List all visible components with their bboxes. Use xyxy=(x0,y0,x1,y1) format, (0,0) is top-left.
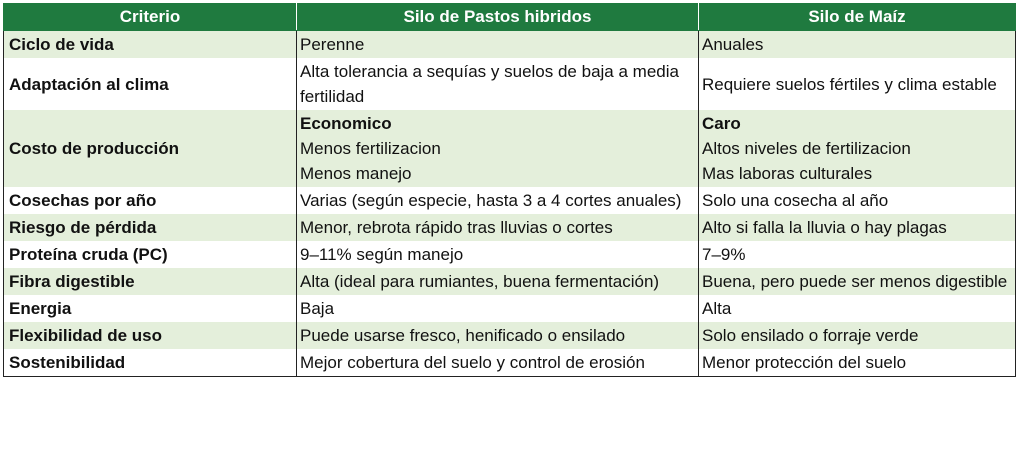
pastos-cell: Menor, rebrota rápido tras lluvias o cortes xyxy=(297,214,699,241)
pastos-cell xyxy=(297,110,699,187)
maiz-cost-detail: Altos niveles de fertilizacion xyxy=(702,139,911,158)
criterion-cell: Riesgo de pérdida xyxy=(4,214,297,241)
comparison-table xyxy=(3,3,1016,377)
table-row xyxy=(4,349,1016,377)
header-silo-pastos: Silo de Pastos hibridos xyxy=(297,4,699,31)
comparison-table-wrapper xyxy=(3,3,1016,377)
table-row xyxy=(4,214,1016,241)
maiz-cell: 7–9% xyxy=(699,241,1016,268)
pastos-cell: Puede usarse fresco, henificado o ensilado xyxy=(297,322,699,349)
table-row xyxy=(4,322,1016,349)
pastos-cell: Mejor cobertura del suelo y control de erosión xyxy=(297,349,699,377)
table-row xyxy=(4,58,1016,110)
table-row xyxy=(4,187,1016,214)
criterion-cell: Flexibilidad de uso xyxy=(4,322,297,349)
pastos-cost-detail: Menos manejo xyxy=(300,164,412,183)
table-row xyxy=(4,295,1016,322)
pastos-cell: Varias (según especie, hasta 3 a 4 cortes anuales) xyxy=(297,187,699,214)
criterion-cell: Fibra digestible xyxy=(4,268,297,295)
table-row xyxy=(4,110,1016,187)
pastos-cell: Baja xyxy=(297,295,699,322)
maiz-cell: Buena, pero puede ser menos digestible xyxy=(699,268,1016,295)
maiz-cell: Menor protección del suelo xyxy=(699,349,1016,377)
table-row xyxy=(4,31,1016,59)
maiz-cost-summary: Caro xyxy=(702,114,741,133)
maiz-cell: Alto si falla la lluvia o hay plagas xyxy=(699,214,1016,241)
table-row xyxy=(4,268,1016,295)
maiz-cost-detail: Mas laboras culturales xyxy=(702,164,873,183)
maiz-cell: Alta xyxy=(699,295,1016,322)
pastos-cell: Alta tolerancia a sequías y suelos de baja a media fertilidad xyxy=(297,58,699,110)
pastos-cell: Alta (ideal para rumiantes, buena fermentación) xyxy=(297,268,699,295)
header-criterio: Criterio xyxy=(4,4,297,31)
pastos-cell: Perenne xyxy=(297,31,699,59)
criterion-cell: Ciclo de vida xyxy=(4,31,297,59)
pastos-cost-detail: Menos fertilizacion xyxy=(300,139,441,158)
maiz-cell xyxy=(699,110,1016,187)
pastos-cell: 9–11% según manejo xyxy=(297,241,699,268)
maiz-cell: Solo ensilado o forraje verde xyxy=(699,322,1016,349)
criterion-cell: Proteína cruda (PC) xyxy=(4,241,297,268)
criterion-cell: Adaptación al clima xyxy=(4,58,297,110)
pastos-cost-summary: Economico xyxy=(300,114,392,133)
table-row xyxy=(4,241,1016,268)
header-row xyxy=(4,4,1016,31)
criterion-cell: Sostenibilidad xyxy=(4,349,297,377)
criterion-cell: Energia xyxy=(4,295,297,322)
maiz-cell: Solo una cosecha al año xyxy=(699,187,1016,214)
criterion-cell: Costo de producción xyxy=(4,110,297,187)
maiz-cell: Anuales xyxy=(699,31,1016,59)
maiz-cell: Requiere suelos fértiles y clima estable xyxy=(699,58,1016,110)
criterion-cell: Cosechas por año xyxy=(4,187,297,214)
header-silo-maiz: Silo de Maíz xyxy=(699,4,1016,31)
